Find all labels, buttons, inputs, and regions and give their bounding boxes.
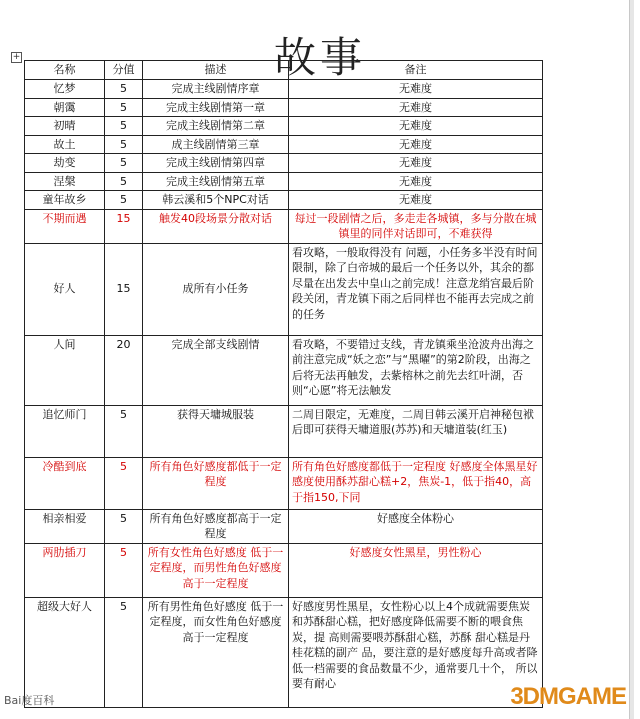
table-row: [25, 135, 543, 154]
row-desc: 完成主线剧情第四章: [143, 154, 289, 173]
table-row: [25, 597, 543, 707]
row-score: 5: [105, 509, 143, 543]
table-row: [25, 98, 543, 117]
row-name: 冷酷到底: [25, 457, 105, 509]
row-score: 5: [105, 191, 143, 210]
table-row: [25, 509, 543, 543]
row-desc: 完成主线剧情第一章: [143, 98, 289, 117]
table-row: [25, 154, 543, 173]
table-row: [25, 172, 543, 191]
row-desc: 触发40段场景分散对话: [143, 209, 289, 243]
row-score: 5: [105, 98, 143, 117]
row-name: 不期而遇: [25, 209, 105, 243]
row-note: 每过一段剧情之后，多走走各城镇，多与分散在城镇里的同伴对话即可，不难获得: [289, 209, 543, 243]
row-name: 故土: [25, 135, 105, 154]
row-name: 超级大好人: [25, 597, 105, 707]
row-note: 好感度女性黑星，男性粉心: [289, 543, 543, 597]
row-note: 看攻略，一般取得没有 问题，小任务多半没有时间限制，除了白帝城的最后一个任务以外，其余的都尽量在出发去中皇山之前完成！注意龙绡宫最后阶段关闭，青龙镇下雨之后同样也不能再去完成之前的任务: [289, 243, 543, 335]
row-score: 5: [105, 543, 143, 597]
table-row: [25, 405, 543, 457]
row-note: 二周目限定，无难度，二周目韩云溪开启神秘包袱后即可获得天墉道服(苏苏)和天墉道装(红玉): [289, 405, 543, 457]
row-note: 无难度: [289, 80, 543, 99]
table-row: [25, 457, 543, 509]
row-score: 15: [105, 209, 143, 243]
table-row: [25, 117, 543, 136]
row-score: 5: [105, 172, 143, 191]
table-row: [25, 243, 543, 335]
row-desc: 完成全部支线剧情: [143, 335, 289, 405]
baidu-watermark: Bai度百科: [4, 694, 55, 707]
row-score: 5: [105, 80, 143, 99]
row-desc: 韩云溪和5个NPC对话: [143, 191, 289, 210]
page-edge: [629, 0, 634, 719]
row-name: 朝霭: [25, 98, 105, 117]
row-score: 5: [105, 597, 143, 707]
row-desc: 所有男性角色好感度 低于一定程度，而女性角色好感度高于一定程度: [143, 597, 289, 707]
header-score: 分值: [105, 61, 143, 80]
row-note: 看攻略，不要错过支线，青龙镇乘坐沧波舟出海之前注意完成“妖之恋”与“黑曜”的第2阶段，出海之后将无法再触发，去紫榕林之前先去红叶湖，否则“心愿”将无法触发: [289, 335, 543, 405]
table-row: [25, 335, 543, 405]
row-note: 无难度: [289, 191, 543, 210]
row-name: 童年故乡: [25, 191, 105, 210]
header-desc: 描述: [143, 61, 289, 80]
table-row: [25, 80, 543, 99]
row-note: 无难度: [289, 98, 543, 117]
row-desc: 完成主线剧情序章: [143, 80, 289, 99]
header-note: 备注: [289, 61, 543, 80]
row-note: 所有角色好感度都低于一定程度 好感度全体黑星好感度使用酥苏甜心糕+2，焦炭-1，低于指40，高于指150,下同: [289, 457, 543, 509]
row-desc: 获得天墉城服装: [143, 405, 289, 457]
row-score: 5: [105, 154, 143, 173]
row-desc: 所有角色好感度都低于一定程度: [143, 457, 289, 509]
row-name: 劫变: [25, 154, 105, 173]
row-name: 追忆师门: [25, 405, 105, 457]
row-name: 初晴: [25, 117, 105, 136]
row-desc: 所有女性角色好感度 低于一定程度，而男性角色好感度高于一定程度: [143, 543, 289, 597]
table-row: [25, 191, 543, 210]
row-score: 5: [105, 135, 143, 154]
row-name: 好人: [25, 243, 105, 335]
row-note: 无难度: [289, 135, 543, 154]
achievement-table: [24, 60, 543, 708]
row-score: 20: [105, 335, 143, 405]
row-name: 涅槃: [25, 172, 105, 191]
row-name: 相亲相爱: [25, 509, 105, 543]
table-row: [25, 209, 543, 243]
header-name: 名称: [25, 61, 105, 80]
row-note: 无难度: [289, 172, 543, 191]
row-score: 5: [105, 117, 143, 136]
row-score: 15: [105, 243, 143, 335]
table-row: [25, 543, 543, 597]
table-header-row: [25, 61, 543, 80]
row-name: 两肋插刀: [25, 543, 105, 597]
row-desc: 完成主线剧情第五章: [143, 172, 289, 191]
page-title: 故事: [273, 33, 366, 83]
3dmgame-watermark: 3DMGAME: [510, 683, 626, 710]
row-score: 5: [105, 457, 143, 509]
row-name: 人间: [25, 335, 105, 405]
row-note: 无难度: [289, 154, 543, 173]
row-desc: 所有角色好感度都高于一定程度: [143, 509, 289, 543]
row-note: 好感度男性黑星，女性粉心以上4个成就需要焦炭和苏酥甜心糕，把好感度降低需要不断的喂食焦炭，提 高则需要喂苏酥甜心糕，苏酥 甜心糕是丹桂花糕的副产 品，要注意的是好感度每升高或者降低一档需要的食品数量不少，通常要几十个， 所以要有耐心: [289, 597, 543, 707]
row-desc: 成所有小任务: [143, 243, 289, 335]
row-score: 5: [105, 405, 143, 457]
row-note: 无难度: [289, 117, 543, 136]
row-desc: 完成主线剧情第二章: [143, 117, 289, 136]
row-note: 好感度全体粉心: [289, 509, 543, 543]
table-move-handle-icon[interactable]: +: [12, 52, 21, 62]
row-desc: 成主线剧情第三章: [143, 135, 289, 154]
row-name: 忆梦: [25, 80, 105, 99]
